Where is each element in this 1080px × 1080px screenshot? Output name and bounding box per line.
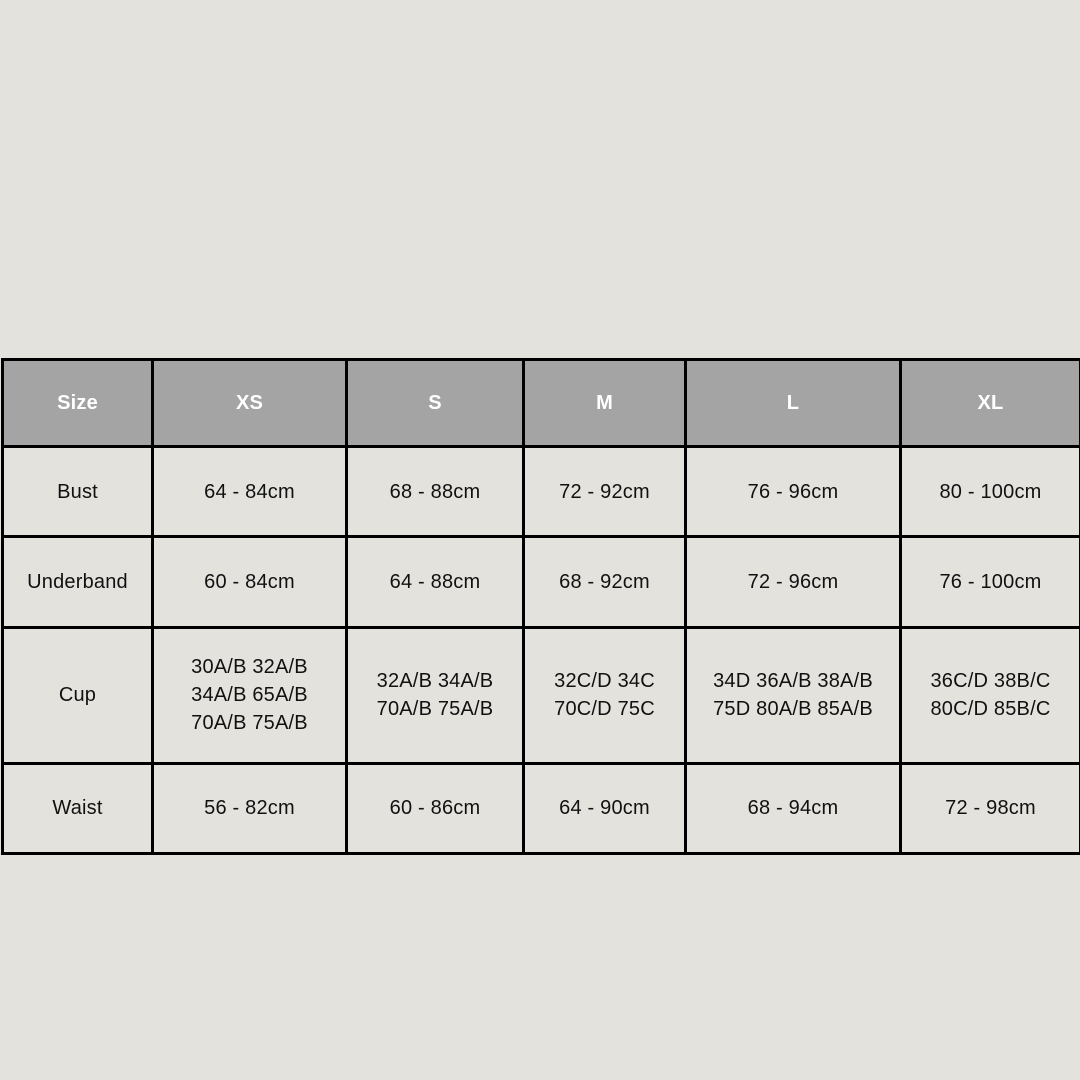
- waist-s: 60 - 86cm: [347, 763, 524, 853]
- cup-s-line-1: 32A/B 34A/B: [376, 670, 494, 693]
- underband-l: 72 - 96cm: [686, 537, 901, 627]
- bust-l: 76 - 96cm: [686, 447, 901, 537]
- waist-xs: 56 - 82cm: [153, 763, 347, 853]
- bust-s: 68 - 88cm: [347, 447, 524, 537]
- waist-l: 68 - 94cm: [686, 763, 901, 853]
- underband-s: 64 - 88cm: [347, 537, 524, 627]
- cup-xs: [153, 627, 347, 763]
- cup-xs-line-3: 70A/B 75A/B: [191, 712, 308, 735]
- waist-m: 64 - 90cm: [524, 763, 686, 853]
- size-chart-table: [1, 358, 1080, 855]
- row-label-waist: Waist: [3, 763, 153, 853]
- cup-m-line-1: 32C/D 34C: [554, 670, 655, 693]
- cup-xl-line-1: 36C/D 38B/C: [930, 670, 1051, 693]
- cup-xs-line-1: 30A/B 32A/B: [191, 656, 308, 679]
- row-label-bust: Bust: [3, 447, 153, 537]
- cup-xs-line-2: 34A/B 65A/B: [191, 684, 308, 707]
- row-label-underband: Underband: [3, 537, 153, 627]
- cup-s: [347, 627, 524, 763]
- cup-xl-line-2: 80C/D 85B/C: [930, 698, 1051, 721]
- header-size-l: L: [686, 360, 901, 447]
- table-row-bust: [3, 447, 1080, 537]
- header-size-xl: XL: [901, 360, 1080, 447]
- bust-m: 72 - 92cm: [524, 447, 686, 537]
- table-row-underband: [3, 537, 1080, 627]
- cup-m: [524, 627, 686, 763]
- underband-m: 68 - 92cm: [524, 537, 686, 627]
- cup-l: [686, 627, 901, 763]
- header-size-s: S: [347, 360, 524, 447]
- underband-xs: 60 - 84cm: [153, 537, 347, 627]
- cup-xl: [901, 627, 1080, 763]
- cup-l-line-2: 75D 80A/B 85A/B: [713, 698, 873, 721]
- bust-xs: 64 - 84cm: [153, 447, 347, 537]
- cup-m-line-2: 70C/D 75C: [554, 698, 655, 721]
- header-size-xs: XS: [153, 360, 347, 447]
- table-row-cup: [3, 627, 1080, 763]
- waist-xl: 72 - 98cm: [901, 763, 1080, 853]
- cup-s-line-2: 70A/B 75A/B: [376, 698, 494, 721]
- table-row-waist: [3, 763, 1080, 853]
- underband-xl: 76 - 100cm: [901, 537, 1080, 627]
- header-size-m: M: [524, 360, 686, 447]
- bust-xl: 80 - 100cm: [901, 447, 1080, 537]
- row-label-cup: Cup: [3, 627, 153, 763]
- header-size-label: Size: [3, 360, 153, 447]
- cup-l-line-1: 34D 36A/B 38A/B: [713, 670, 873, 693]
- header-row: [3, 360, 1080, 447]
